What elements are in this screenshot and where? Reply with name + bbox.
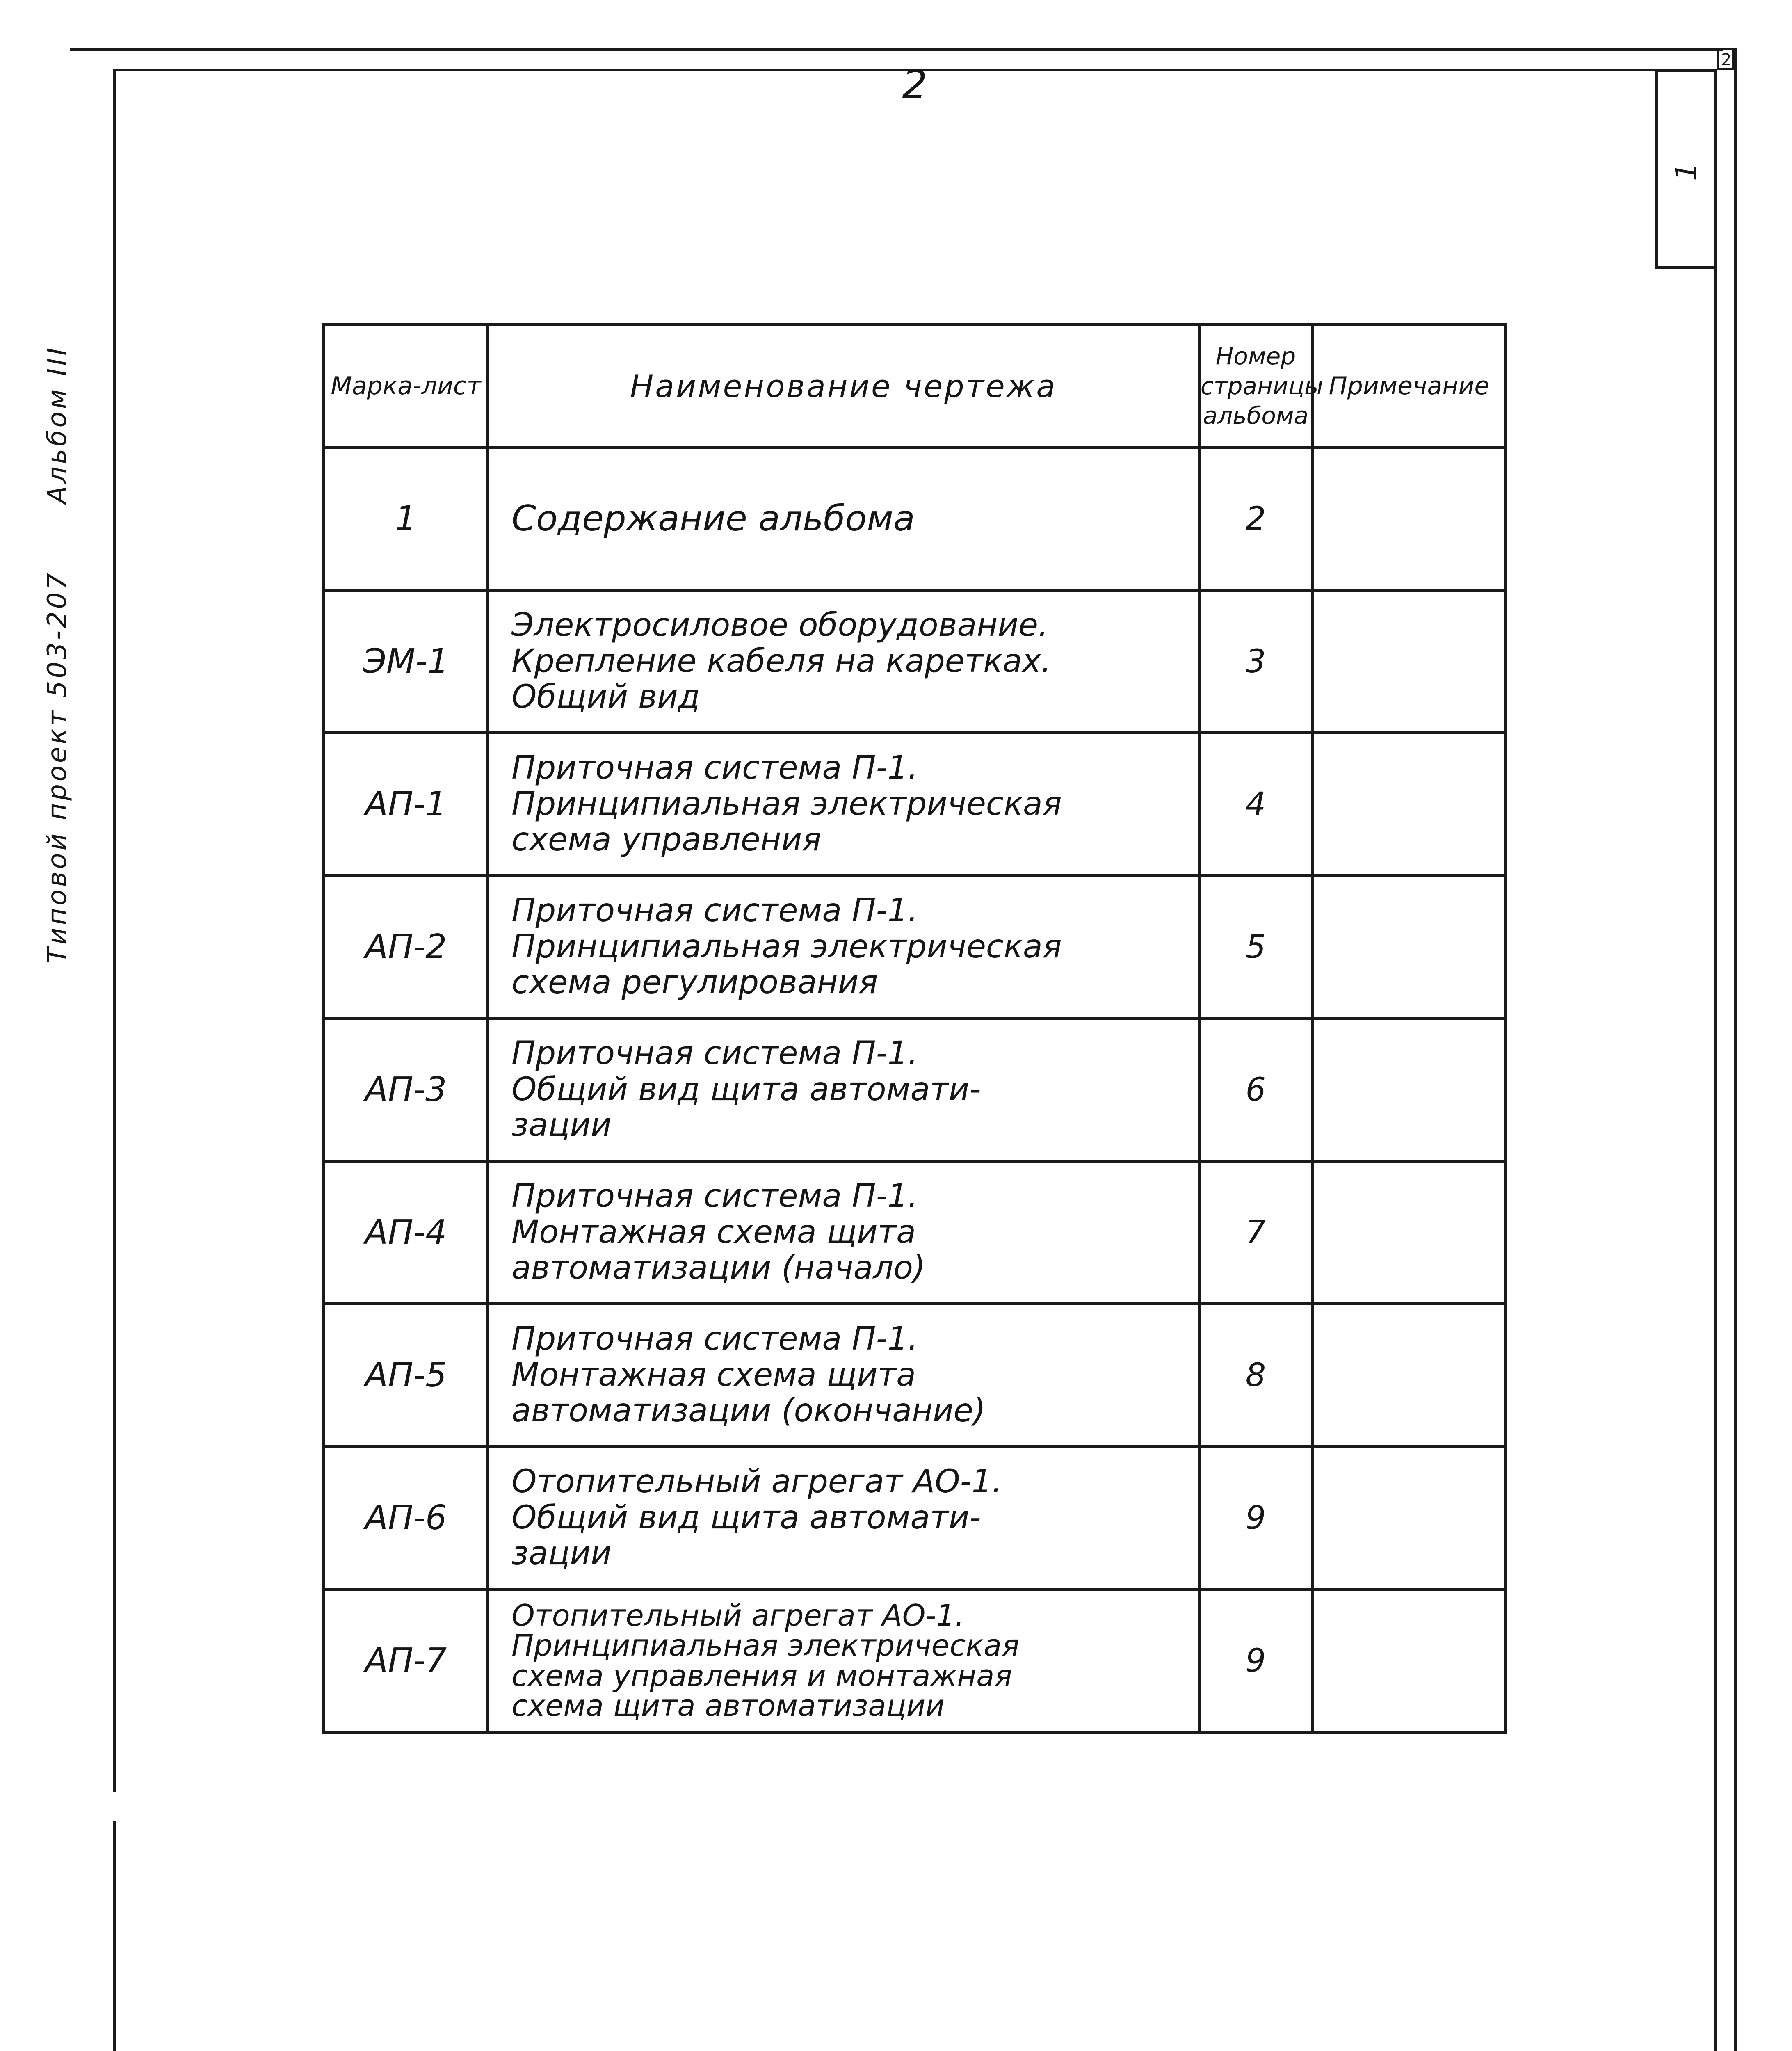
frame-right-line: [1714, 69, 1717, 2051]
top-border-line: [70, 48, 1723, 51]
table-header-row: [324, 325, 1506, 448]
row-name: Электросиловое оборудование. Крепление кабеля на каретках. Общий вид: [488, 590, 1199, 733]
row-page: 7: [1199, 1161, 1313, 1304]
corner-page-number: 2: [1721, 50, 1732, 69]
margin-project-text: Типовой проект 503-207: [42, 570, 73, 964]
row-mark: АП-3: [324, 1019, 488, 1161]
row-mark: 1: [324, 448, 488, 590]
table-row: [324, 1447, 1506, 1590]
outer-right-line: [1734, 48, 1737, 2051]
header-note: Примечание: [1313, 325, 1506, 448]
row-note: [1313, 876, 1506, 1019]
row-mark: АП-4: [324, 1161, 488, 1304]
row-mark: АП-5: [324, 1304, 488, 1447]
page-number: 2: [902, 62, 927, 107]
frame-left-line: [113, 69, 116, 1792]
table-row: [324, 448, 1506, 590]
row-page: 8: [1199, 1304, 1313, 1447]
stamp-number: 1: [1669, 162, 1703, 181]
row-mark: АП-7: [324, 1590, 488, 1732]
stamp-box: [1655, 69, 1714, 269]
row-name: Приточная система П-1. Принципиальная электрическая схема регулирования: [488, 876, 1199, 1019]
row-note: [1313, 1161, 1506, 1304]
table-row: [324, 733, 1506, 876]
contents-table: [322, 323, 1507, 1734]
row-name: Содержание альбома: [488, 448, 1199, 590]
row-page: 9: [1199, 1447, 1313, 1590]
row-note: [1313, 1019, 1506, 1161]
row-note: [1313, 733, 1506, 876]
table-row: [324, 590, 1506, 733]
row-mark: АП-2: [324, 876, 488, 1019]
row-page: 3: [1199, 590, 1313, 733]
row-name: Отопительный агрегат АО-1. Принципиальная электрическая схема управления и монтажная схема щита автоматизации: [488, 1590, 1199, 1732]
row-name: Приточная система П-1. Принципиальная электрическая схема управления: [488, 733, 1199, 876]
frame-left-line-lower: [113, 1821, 116, 2051]
row-mark: ЭМ-1: [324, 590, 488, 733]
header-name: Наименование чертежа: [488, 325, 1199, 448]
row-page: 6: [1199, 1019, 1313, 1161]
corner-page-box: [1717, 48, 1734, 70]
row-name: Приточная система П-1. Монтажная схема щита автоматизации (окончание): [488, 1304, 1199, 1447]
margin-album-text: Альбом III: [42, 345, 73, 504]
table-row: [324, 1590, 1506, 1732]
row-note: [1313, 1304, 1506, 1447]
header-page: Номер страницы альбома: [1199, 325, 1313, 448]
row-name: Отопительный агрегат АО-1. Общий вид щита автомати- зации: [488, 1447, 1199, 1590]
row-name: Приточная система П-1. Общий вид щита автомати- зации: [488, 1019, 1199, 1161]
table-row: [324, 1019, 1506, 1161]
row-mark: АП-1: [324, 733, 488, 876]
header-mark: Марка-лист: [324, 325, 488, 448]
table-row: [324, 1304, 1506, 1447]
row-note: [1313, 1447, 1506, 1590]
row-page: 4: [1199, 733, 1313, 876]
margin-text: [21, 336, 94, 972]
row-note: [1313, 590, 1506, 733]
table-row: [324, 876, 1506, 1019]
table-row: [324, 1161, 1506, 1304]
row-note: [1313, 1590, 1506, 1732]
row-note: [1313, 448, 1506, 590]
row-page: 5: [1199, 876, 1313, 1019]
row-page: 9: [1199, 1590, 1313, 1732]
row-page: 2: [1199, 448, 1313, 590]
row-mark: АП-6: [324, 1447, 488, 1590]
row-name: Приточная система П-1. Монтажная схема щита автоматизации (начало): [488, 1161, 1199, 1304]
